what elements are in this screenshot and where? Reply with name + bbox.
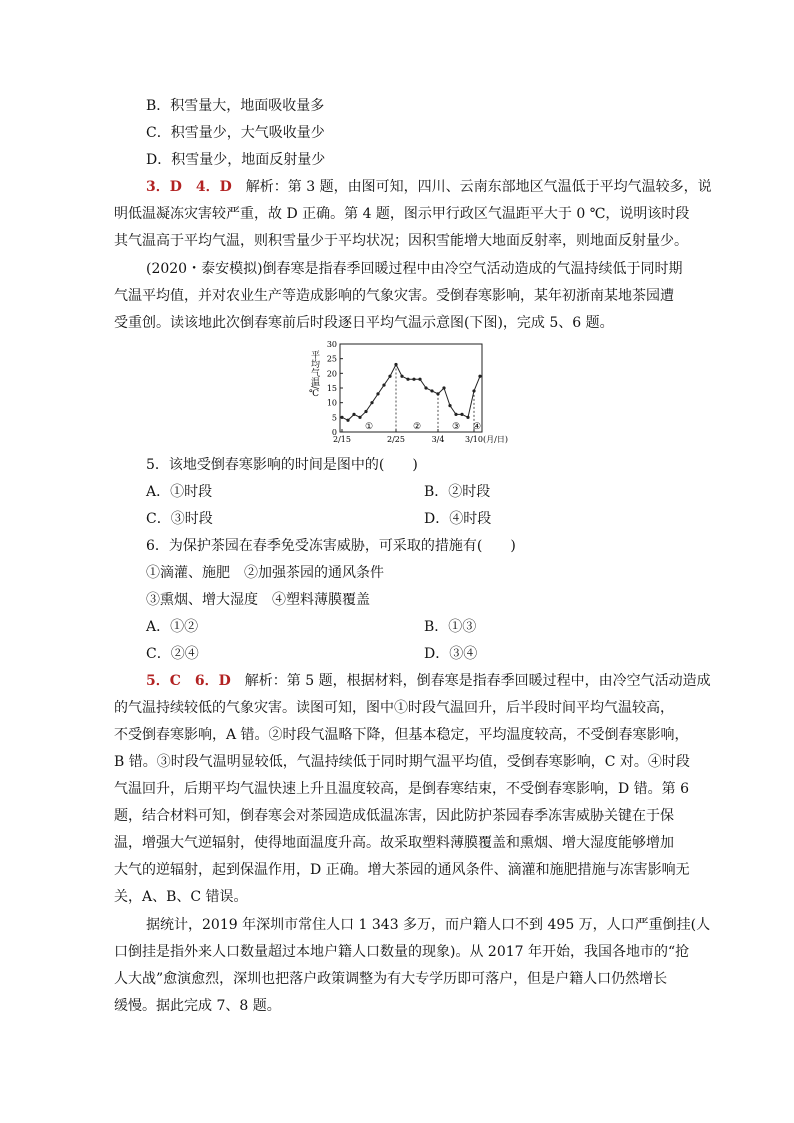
data-point: [460, 413, 463, 416]
answer-key: 5．C 6．D: [146, 673, 231, 689]
plot-frame: [340, 344, 482, 432]
y-tick-label: 5: [331, 413, 337, 423]
data-point: [466, 416, 469, 419]
answer-5-6-line-1: 5．C 6．D 解析：第 5 题，根据材料，倒春寒是指春季回暖过程中，由冷空气活动造成: [146, 673, 711, 689]
data-point: [448, 404, 451, 407]
q6-measures-2: ③熏烟、增大湿度 ④塑料薄膜覆盖: [146, 592, 370, 608]
x-tick-label: 2/15: [333, 435, 351, 444]
x-axis-unit: (月/日): [483, 435, 508, 444]
q6-option-d: D．③④: [424, 646, 478, 662]
y-tick-label: 0: [331, 428, 337, 437]
passage-7-8-line-2: 口倒挂是指外来人口数量超过本地户籍人口数量的现象)。从 2017 年开始，我国各地市的“抢: [114, 944, 690, 960]
period-label: ④: [472, 422, 482, 432]
data-point: [340, 416, 343, 419]
data-point: [364, 410, 367, 413]
data-point: [442, 386, 445, 389]
data-point: [400, 375, 403, 378]
q6-option-a: A．①②: [146, 619, 199, 635]
data-point: [388, 375, 391, 378]
option-d: D．积雪量少，地面反射量少: [146, 152, 326, 168]
y-tick-label: 25: [326, 354, 337, 364]
passage-7-8-line-4: 缓慢。据此完成 7、8 题。: [114, 998, 281, 1014]
answer-3-4-line-3: 其气温高于平均气温，则积雪量少于平均状况；因积雪能增大地面反射率，则地面反射量少。: [114, 233, 688, 249]
x-tick-label: 3/10: [465, 435, 483, 444]
option-c: C．积雪量少，大气吸收量少: [146, 125, 325, 141]
data-point: [382, 383, 385, 386]
data-point: [418, 378, 421, 381]
data-point: [394, 363, 397, 366]
answer-3-4-line-1: 3．D 4．D 解析：第 3 题，由图可知，四川、云南东部地区气温低于平均气温较多，说: [146, 179, 712, 195]
answer-5-6-line-2: 的气温持续较低的气象灾害。读图可知，图中①时段气温回升，后半段时间平均气温较高，: [114, 700, 674, 716]
passage-5-6-line-2: 气温平均值，并对农业生产等造成影响的气象灾害。受倒春寒影响，某年初浙南某地茶园遭: [114, 288, 674, 304]
q6-option-c: C．②④: [146, 646, 199, 662]
answer-5-6-line-4: B 错。③时段气温明显较低，气温持续低于同时期气温平均值，受倒春寒影响，C 对。④时段: [114, 754, 690, 770]
data-point: [472, 389, 475, 392]
answer-5-6-line-8: 大气的逆辐射，起到保温作用，D 正确。增大茶园的通风条件、滴灌和施肥措施与冻害影响无: [114, 862, 690, 878]
q6-option-b: B．①③: [424, 619, 477, 635]
q6-measures-1: ①滴灌、施肥 ②加强茶园的通风条件: [146, 565, 384, 581]
data-point: [424, 386, 427, 389]
data-point: [352, 413, 355, 416]
y-tick-label: 10: [326, 398, 337, 408]
q5-option-b: B．②时段: [424, 484, 491, 500]
answer-5-6-line-7: 温，增强大气逆辐射，使得地面温度升高。故采取塑料薄膜覆盖和熏烟、增大湿度能够增加: [114, 835, 674, 851]
question-5-stem: 5．该地受倒春寒影响的时间是图中的( ): [146, 457, 418, 473]
y-tick-label: 15: [326, 384, 337, 393]
answer-5-6-line-9: 关，A、B、C 错误。: [114, 889, 248, 905]
data-point: [358, 416, 361, 419]
data-point: [376, 392, 379, 395]
data-point: [412, 378, 415, 381]
q5-option-c: C．③时段: [146, 511, 213, 527]
temperature-chart: [300, 336, 510, 448]
passage-7-8-line-3: 人大战”愈演愈烈，深圳也把落户政策调整为有大专学历即可落户，但是户籍人口仍然增长: [114, 971, 668, 987]
data-point: [436, 392, 439, 395]
q5-option-a: A．①时段: [146, 484, 213, 500]
period-label: ③: [451, 422, 461, 432]
passage-7-8-line-1: 据统计，2019 年深圳市常住人口 1 343 多万，而户籍人口不到 495 万，人口严重倒挂(人: [146, 917, 711, 933]
data-point: [454, 413, 457, 416]
data-point: [430, 389, 433, 392]
period-label: ①: [364, 422, 374, 432]
temperature-line: [342, 365, 480, 421]
answer-5-6-line-3: 不受倒春寒影响，A 错。②时段气温略下降，但基本稳定，平均温度较高，不受倒春寒影响，: [114, 727, 689, 743]
y-axis-label: 平均气温/℃: [309, 350, 319, 400]
answer-5-6-line-5: 气温回升，后期平均气温快速上升且温度较高，是倒春寒结束，不受倒春寒影响，D 错。第 6: [114, 781, 690, 797]
data-point: [370, 401, 373, 404]
data-point: [478, 375, 481, 378]
y-tick-label: 20: [326, 369, 337, 379]
option-b: B．积雪量大，地面吸收量多: [146, 98, 325, 114]
data-point: [406, 378, 409, 381]
data-point: [346, 419, 349, 422]
question-6-stem: 6．为保护茶园在春季免受冻害威胁，可采取的措施有( ): [146, 538, 516, 554]
x-tick-label: 3/4: [431, 435, 445, 444]
answer-5-6-line-6: 题，结合材料可知，倒春寒会对茶园造成低温冻害，因此防护茶园春季冻害威胁关键在于保: [114, 808, 674, 824]
y-tick-label: 30: [326, 340, 337, 349]
q5-option-d: D．④时段: [424, 511, 492, 527]
passage-5-6-line-3: 受重创。读该地此次倒春寒前后时段逐日平均气温示意图(下图)，完成 5、6 题。: [114, 315, 614, 331]
passage-5-6-line-1: (2020・泰安模拟)倒春寒是指春季回暖过程中由冷空气活动造成的气温持续低于同时期: [146, 261, 683, 277]
x-tick-label: 2/25: [387, 435, 405, 444]
answer-3-4-line-2: 明低温凝冻灾害较严重，故 D 正确。第 4 题，图示甲行政区气温距平大于 0 ℃，说明该时段: [114, 206, 690, 222]
period-label: ②: [412, 422, 422, 432]
answer-key: 3．D 4．D: [146, 179, 232, 195]
